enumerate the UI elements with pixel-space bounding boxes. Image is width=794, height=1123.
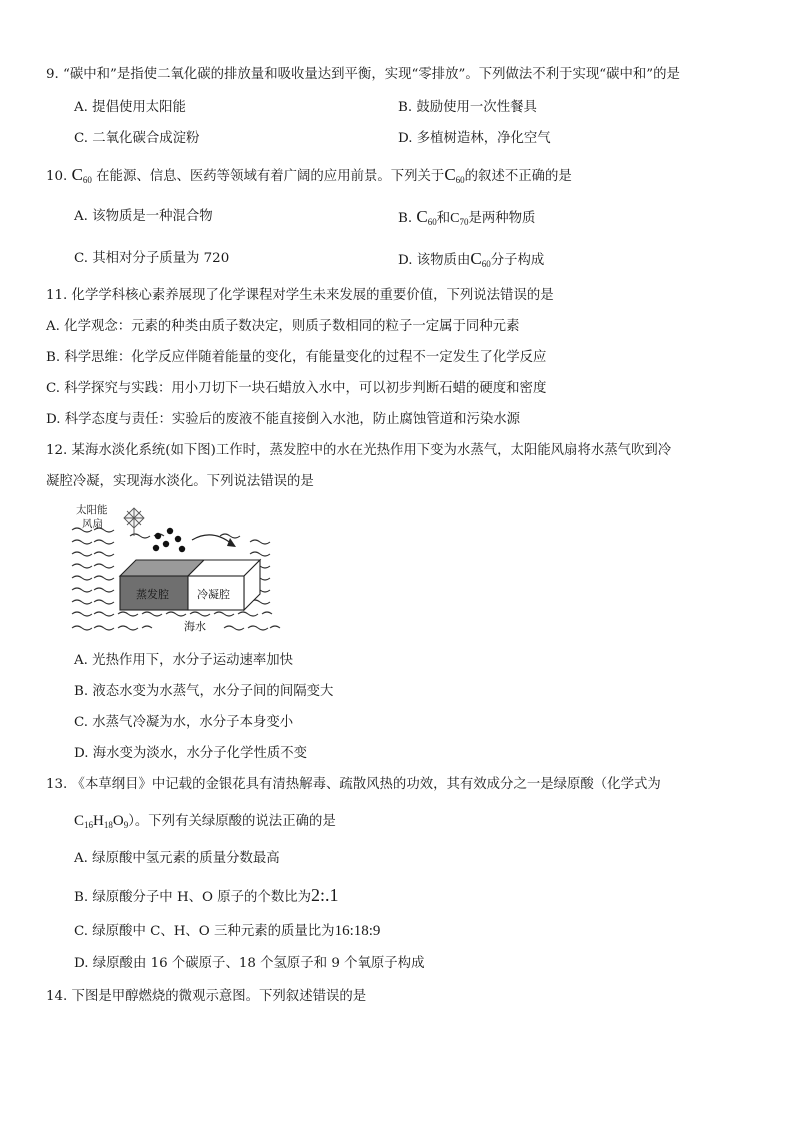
- water-vapor-molecules: [153, 528, 185, 552]
- c70-formula: $C_{70}$: [450, 211, 469, 227]
- mass-ratio: 16:18:9: [334, 923, 381, 939]
- q10-stem-mid: 在能源、信息、医药等领域有着广阔的应用前景。下列关于: [96, 169, 445, 184]
- condensation-chamber-label: 冷凝腔: [197, 588, 230, 601]
- q10-option-d: D. 该物质由$C_{60}$分子构成: [398, 249, 545, 269]
- q13-option-c: C. 绿原酸中 C、H、O 三种元素的质量比为16:18:9: [74, 923, 381, 939]
- q11-option-a: A. 化学观念：元素的种类由质子数决定，则质子数相同的粒子一定属于同种元素: [46, 319, 520, 334]
- chlorogenic-acid-formula: $C_{16}H_{18}O_9$: [74, 813, 129, 830]
- q10-stem-end: 的叙述不正确的是: [464, 169, 572, 184]
- q11-option-b: B. 科学思维：化学反应伴随着能量的变化，有能量变化的过程不一定发生了化学反应: [46, 350, 547, 365]
- q11-option-d: D. 科学态度与责任：实验后的废液不能直接倒入水池，防止腐蚀管道和污染水源: [46, 412, 521, 427]
- q11-stem: 11. 化学学科核心素养展现了化学课程对学生未来发展的重要价值，下列说法错误的是: [46, 288, 554, 303]
- q13-stem-line2: $C_{16}H_{18}O_9$）。下列有关绿原酸的说法正确的是: [74, 813, 336, 830]
- q10-number: 10.: [46, 169, 68, 184]
- q9-option-d: D. 多植树造林，净化空气: [398, 131, 551, 146]
- c60-formula: $C_{60}$: [470, 249, 491, 269]
- q9-option-b: B. 鼓励使用一次性餐具: [398, 100, 537, 115]
- fan-label-line2: 风扇: [82, 518, 103, 530]
- arrow-head-icon: [227, 538, 236, 547]
- q13-option-a: A. 绿原酸中氢元素的质量分数最高: [74, 851, 280, 866]
- q12-option-a: A. 光热作用下，水分子运动速率加快: [74, 653, 294, 668]
- c60-formula: $C_{60}$: [416, 207, 437, 227]
- q12-option-c: C. 水蒸气冷凝为水，水分子本身变小: [74, 715, 294, 730]
- q10-option-c: C. 其相对分子质量为 720: [74, 251, 230, 266]
- q11-option-c: C. 科学探究与实践：用小刀切下一块石蜡放入水中，可以初步判断石蜡的硬度和密度: [46, 381, 547, 396]
- h-o-ratio: 2:.1: [311, 885, 339, 905]
- seawater-label: 海水: [184, 620, 206, 633]
- q10-option-b: B. $C_{60}$和$C_{70}$是两种物质: [398, 207, 536, 227]
- q9-option-c: C. 二氧化碳合成淀粉: [74, 131, 200, 146]
- q12-option-b: B. 液态水变为水蒸气，水分子间的间隔变大: [74, 684, 334, 699]
- q13-option-b: B. 绿原酸分子中 H、O 原子的个数比为2:.1: [74, 885, 339, 905]
- seawater-desalination-diagram: [70, 502, 285, 638]
- evaporation-chamber-label: 蒸发腔: [136, 588, 169, 601]
- q12-option-d: D. 海水变为淡水，水分子化学性质不变: [74, 746, 308, 761]
- q13-option-d: D. 绿原酸由 16 个碳原子、18 个氢原子和 9 个氧原子构成: [74, 956, 425, 971]
- c60-formula: $C_{60}$: [71, 165, 92, 185]
- chamber-box: [120, 560, 260, 610]
- q10-option-a: A. 该物质是一种混合物: [74, 209, 213, 224]
- q9-stem: 9. “碳中和”是指使二氧化碳的排放量和吸收量达到平衡，实现“零排放”。下列做法不利于实现“碳中和”的是: [46, 67, 680, 82]
- c60-formula: $C_{60}$: [444, 165, 465, 185]
- solar-fan-icon: [124, 508, 144, 536]
- q9-option-a: A. 提倡使用太阳能: [74, 100, 186, 115]
- q12-stem-line2: 凝腔冷凝，实现海水淡化。下列说法错误的是: [46, 474, 314, 489]
- q13-stem-line1: 13. 《本草纲目》中记载的金银花具有清热解毒、疏散风热的功效，其有效成分之一是绿原酸（化学式为: [46, 777, 661, 792]
- fan-label-line1: 太阳能: [76, 504, 108, 516]
- q10-stem: [46, 166, 572, 189]
- q14-stem: 14. 下图是甲醇燃烧的微观示意图。下列叙述错误的是: [46, 989, 367, 1004]
- q12-stem-line1: 12. 某海水淡化系统(如下图)工作时，蒸发腔中的水在光热作用下变为水蒸气，太阳能风扇将水蒸气吹到冷: [46, 443, 672, 458]
- vapor-flow-arrow: [192, 535, 232, 544]
